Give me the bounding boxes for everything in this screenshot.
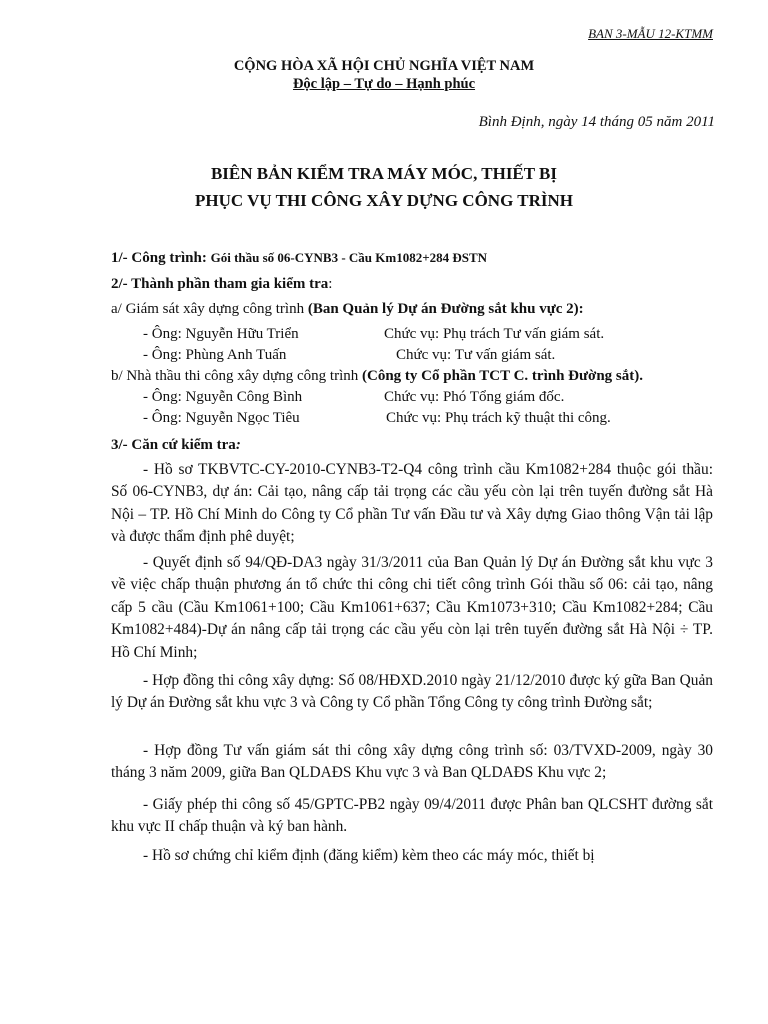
group-b-member-name: - Ông: Nguyễn Công Bình <box>143 389 303 405</box>
group-a-org: (Ban Quản lý Dự án Đường sắt khu vực 2): <box>307 301 584 317</box>
form-code: BAN 3-MẪU 12-KTMM <box>588 26 713 41</box>
section-1-value: Gói thầu số 06-CYNB3 - Cầu Km1082+284 ĐSTN <box>210 250 488 265</box>
group-a-member-name: - Ông: Phùng Anh Tuấn <box>143 347 287 363</box>
place-date: Bình Định, ngày 14 tháng 05 năm 2011 <box>478 114 715 130</box>
section-1-label: 1/- Công trình: <box>111 250 207 266</box>
group-a-prefix: a/ Giám sát xây dựng công trình <box>111 301 308 317</box>
section-3-colon: : <box>235 437 241 453</box>
basis-paragraph: - Quyết định số 94/QĐ-DA3 ngày 31/3/2011 của Ban Quản lý Dự án Đường sắt khu vực 3 về việc chấp thuận phương án tổ chức thi công chi tiết công trình Gói thầu số 06: cải tạo, nâng cấp 5 cầu (Cầu Km1061+100; Cầu Km1061+637; Cầu Km1073+310; Cầu Km1082+284; Cầu Km1082+484)-Dự án nâng cấp tải trọng các cầu yếu còn lại trên tuyến đường sắt Hà Nội ÷ TP. Hồ Chí Minh; <box>111 554 713 661</box>
basis-paragraph: - Hồ sơ TKBVTC-CY-2010-CYNB3-T2-Q4 công trình cầu Km1082+284 thuộc gói thầu: Số 06-CYNB3, dự án: Cải tạo, nâng cấp tải trọng các cầu yếu còn lại trên tuyến đường sắt Hà Nội – TP. Hồ Chí Minh do Công ty Cổ phần Tư vấn Đầu tư và Xây dựng Giao thông Vận tải lập và được thẩm định phê duyệt; <box>111 461 713 546</box>
national-title: CỘNG HÒA XÃ HỘI CHỦ NGHĨA VIỆT NAM <box>233 58 535 74</box>
basis-paragraph: - Hợp đồng thi công xây dựng: Số 08/HĐXD.2010 ngày 21/12/2010 được ký gữa Ban Quản lý Dự án Đường sắt khu vực 3 và Công ty Cổ phần Tổng Công ty công trình Đường sắt; <box>111 672 713 712</box>
group-b-prefix: b/ Nhà thầu thi công xây dựng công trình <box>111 368 363 384</box>
group-b-member-role: Chức vụ: Phụ trách kỹ thuật thi công. <box>386 410 611 426</box>
group-a-member-role: Chức vụ: Phụ trách Tư vấn giám sát. <box>384 326 605 342</box>
section-1 <box>111 250 487 267</box>
group-b-member-name: - Ông: Nguyễn Ngọc Tiêu <box>143 410 300 426</box>
document-title-line-2: PHỤC VỤ THI CÔNG XÂY DỰNG CÔNG TRÌNH <box>195 191 573 210</box>
group-a-heading <box>111 301 584 318</box>
national-motto: Độc lập – Tự do – Hạnh phúc <box>292 76 476 92</box>
section-2-colon: : <box>328 276 333 292</box>
group-b-member-role: Chức vụ: Phó Tổng giám đốc. <box>384 389 565 405</box>
basis-paragraph: - Hợp đồng Tư vấn giám sát thi công xây dựng công trình số: 03/TVXD-2009, ngày 30 tháng 3 năm 2009, giữa Ban QLDAĐS Khu vực 3 và Ban QLDAĐS Khu vực 2; <box>111 742 713 782</box>
document-title-line-1: BIÊN BẢN KIỂM TRA MÁY MÓC, THIẾT BỊ <box>210 164 558 183</box>
section-2-heading <box>111 276 332 293</box>
group-b-heading <box>111 368 643 385</box>
section-3-heading <box>111 437 241 454</box>
basis-paragraph: - Hồ sơ chứng chỉ kiểm định (đăng kiểm) kèm theo các máy móc, thiết bị <box>143 847 595 864</box>
section-2-label: 2/- Thành phần tham gia kiểm tra <box>111 276 329 292</box>
group-b-org: (Công ty Cổ phần TCT C. trình Đường sắt). <box>362 368 643 384</box>
basis-paragraph: - Giấy phép thi công số 45/GPTC-PB2 ngày 09/4/2011 được Phân ban QLCSHT đường sắt khu vực II chấp thuận và ký ban hành. <box>111 796 713 836</box>
group-a-member-role: Chức vụ: Tư vấn giám sát. <box>396 347 556 363</box>
section-3-label: 3/- Căn cứ kiểm tra <box>111 437 236 453</box>
group-a-member-name: - Ông: Nguyễn Hữu Triển <box>143 326 299 342</box>
